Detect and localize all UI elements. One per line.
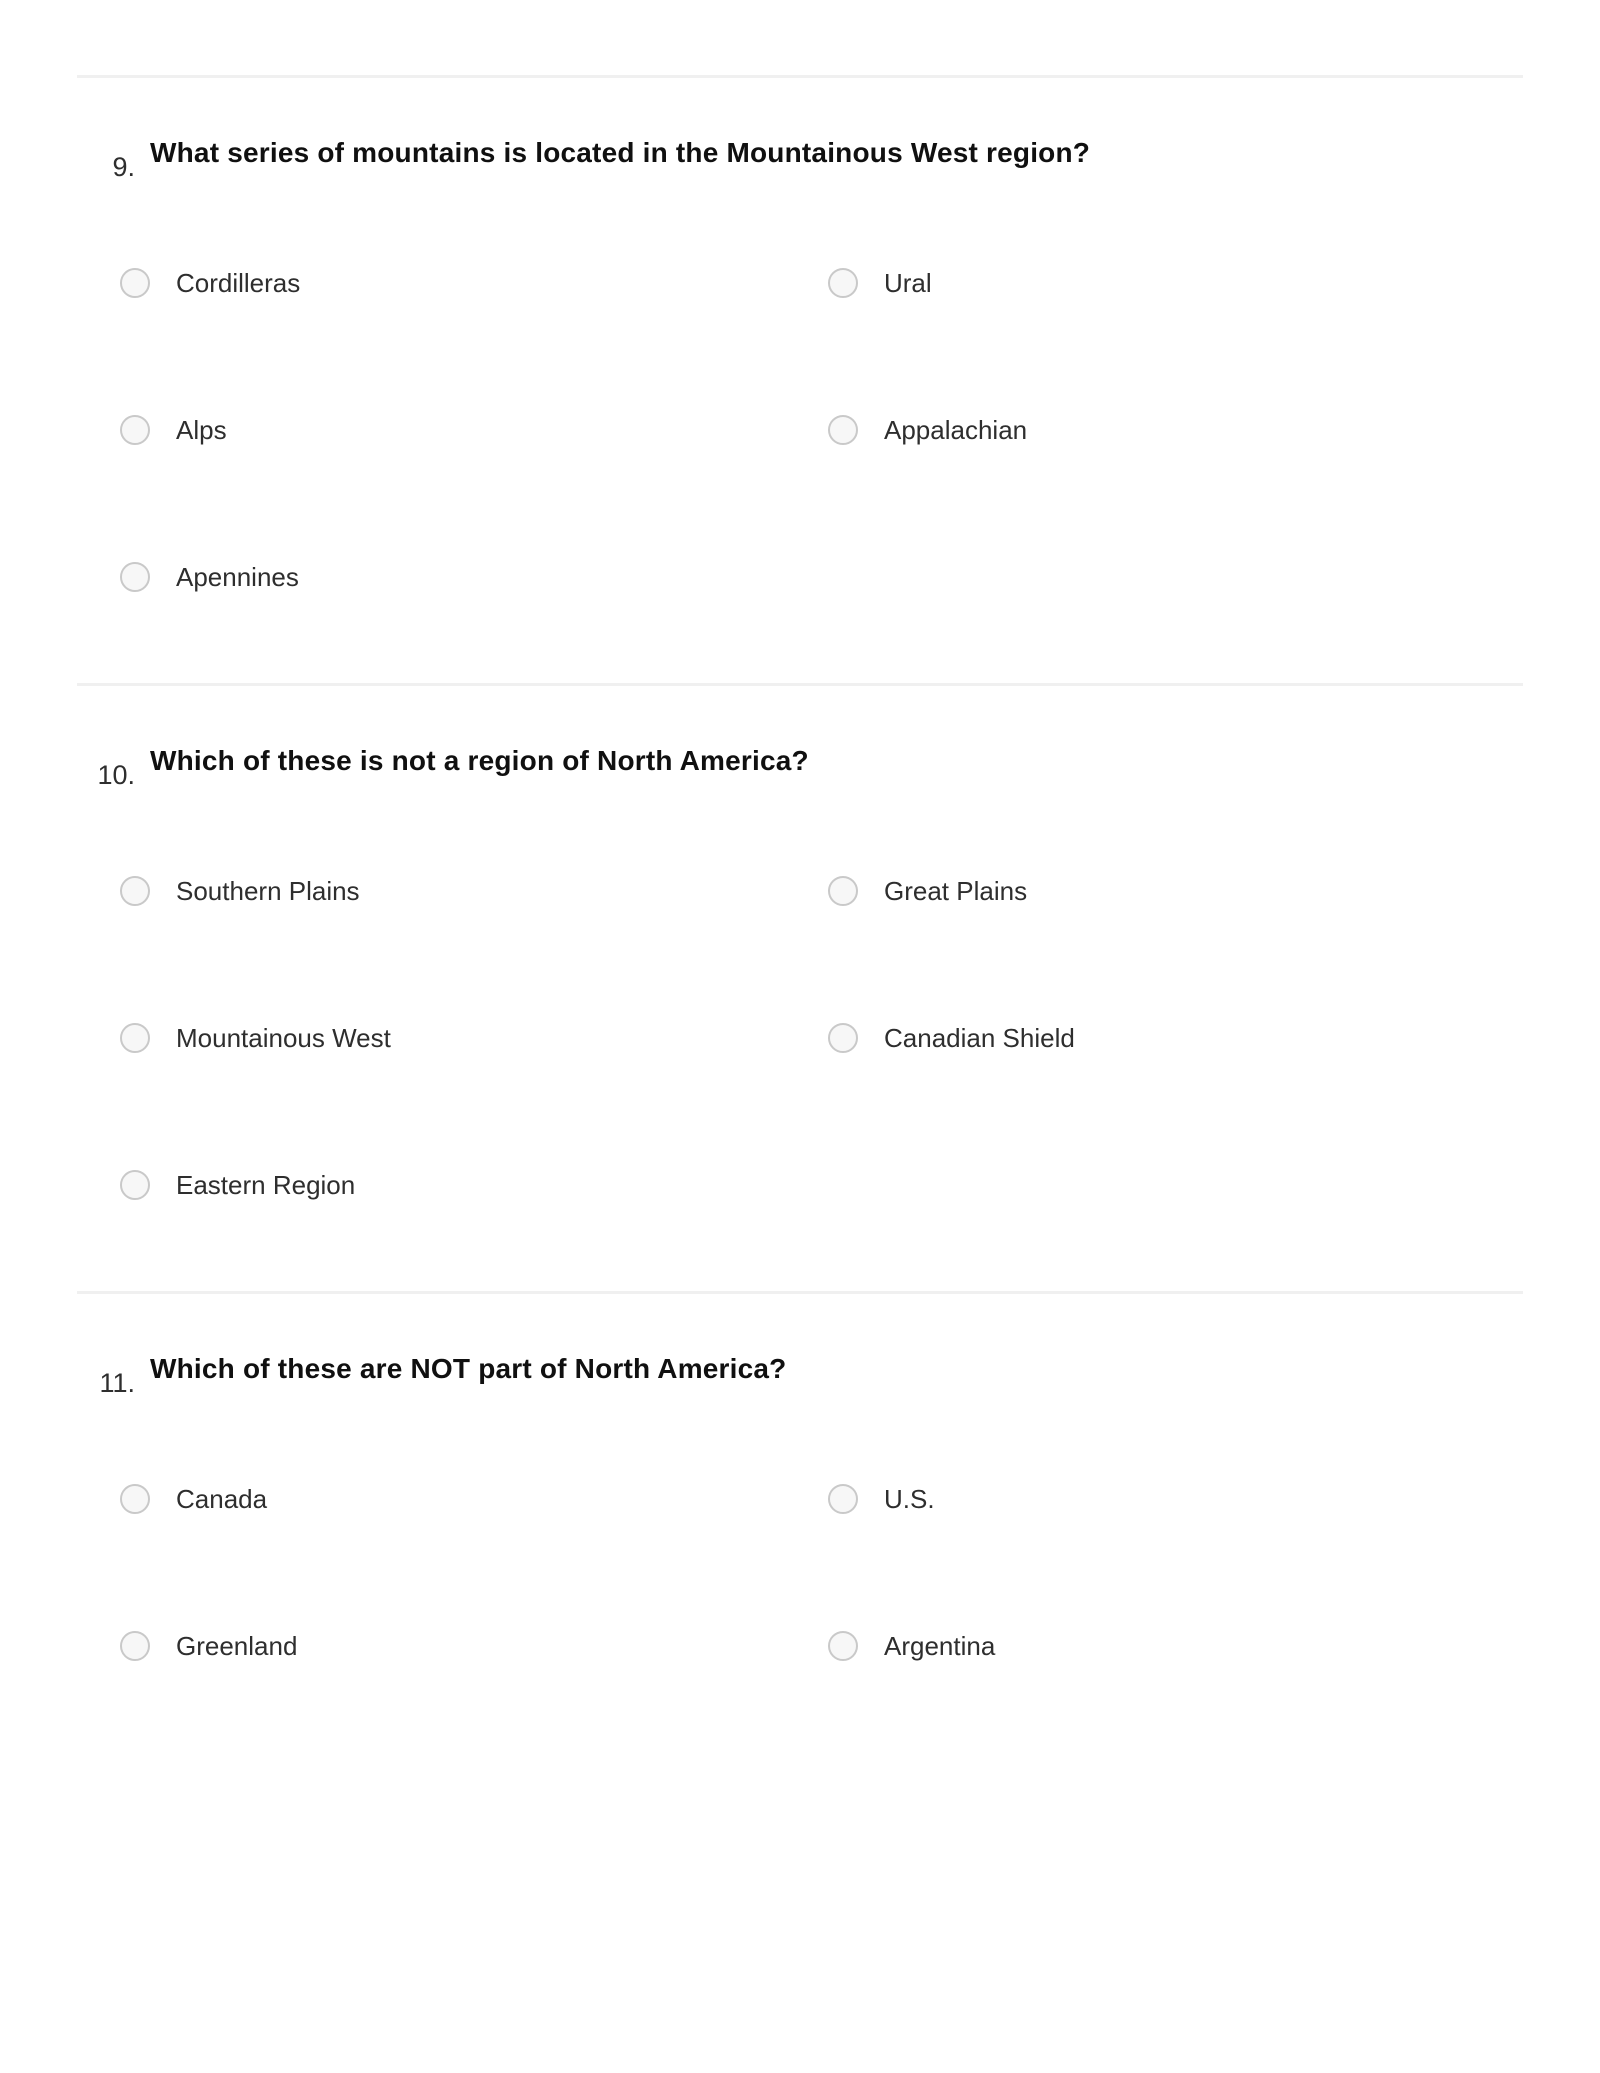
radio-button-icon[interactable] [828, 415, 858, 445]
question-title: Which of these is not a region of North America? [150, 745, 809, 777]
option-row[interactable] [828, 265, 1523, 301]
question-section [77, 683, 1523, 1291]
radio-button-icon[interactable] [828, 1023, 858, 1053]
radio-button-icon[interactable] [120, 415, 150, 445]
option-row[interactable] [120, 559, 828, 595]
radio-button-icon[interactable] [828, 1484, 858, 1514]
option-row[interactable] [120, 1020, 828, 1056]
question-header [77, 1351, 1523, 1399]
radio-button-icon[interactable] [120, 1170, 150, 1200]
option-label[interactable]: Mountainous West [176, 1023, 391, 1054]
option-row[interactable] [120, 412, 828, 448]
radio-button-icon[interactable] [828, 268, 858, 298]
option-row[interactable] [120, 873, 828, 909]
option-row[interactable] [120, 1167, 828, 1203]
option-row[interactable] [828, 1628, 1523, 1664]
option-label[interactable]: Great Plains [884, 876, 1028, 907]
question-header [77, 135, 1523, 183]
top-spacer [77, 0, 1523, 75]
option-label[interactable]: Southern Plains [176, 876, 360, 907]
question-number: 10. [97, 760, 135, 791]
radio-button-icon[interactable] [120, 268, 150, 298]
option-label[interactable]: Apennines [176, 562, 299, 593]
option-row[interactable] [828, 1020, 1523, 1056]
option-label[interactable]: Canada [176, 1484, 268, 1515]
option-label[interactable]: U.S. [884, 1484, 935, 1515]
option-label[interactable]: Cordilleras [176, 268, 301, 299]
option-row[interactable] [120, 265, 828, 301]
options-grid [120, 873, 1523, 1203]
option-label[interactable]: Ural [884, 268, 932, 299]
option-label[interactable]: Eastern Region [176, 1170, 356, 1201]
question-header [77, 743, 1523, 791]
option-label[interactable]: Greenland [176, 1631, 298, 1662]
option-row[interactable] [120, 1481, 828, 1517]
question-number: 9. [112, 152, 135, 182]
options-grid [120, 265, 1523, 595]
question-title: What series of mountains is located in the Mountainous West region? [150, 137, 1091, 168]
option-row[interactable] [828, 1481, 1523, 1517]
question-list [77, 75, 1523, 1752]
radio-button-icon[interactable] [120, 1631, 150, 1661]
option-label[interactable]: Canadian Shield [884, 1023, 1075, 1054]
radio-button-icon[interactable] [120, 876, 150, 906]
option-label[interactable]: Argentina [884, 1631, 996, 1662]
radio-button-icon[interactable] [828, 1631, 858, 1661]
question-section [77, 1291, 1523, 1752]
option-row[interactable] [828, 873, 1523, 909]
radio-button-icon[interactable] [120, 1023, 150, 1053]
option-label[interactable]: Alps [176, 415, 227, 446]
question-section [77, 75, 1523, 683]
question-number: 11. [99, 1368, 135, 1399]
radio-button-icon[interactable] [120, 562, 150, 592]
survey-page [77, 0, 1523, 1752]
radio-button-icon[interactable] [120, 1484, 150, 1514]
option-label[interactable]: Appalachian [884, 415, 1028, 446]
radio-button-icon[interactable] [828, 876, 858, 906]
option-row[interactable] [120, 1628, 828, 1664]
options-grid [120, 1481, 1523, 1664]
question-title: Which of these are NOT part of North America? [150, 1353, 787, 1385]
option-row[interactable] [828, 412, 1523, 448]
